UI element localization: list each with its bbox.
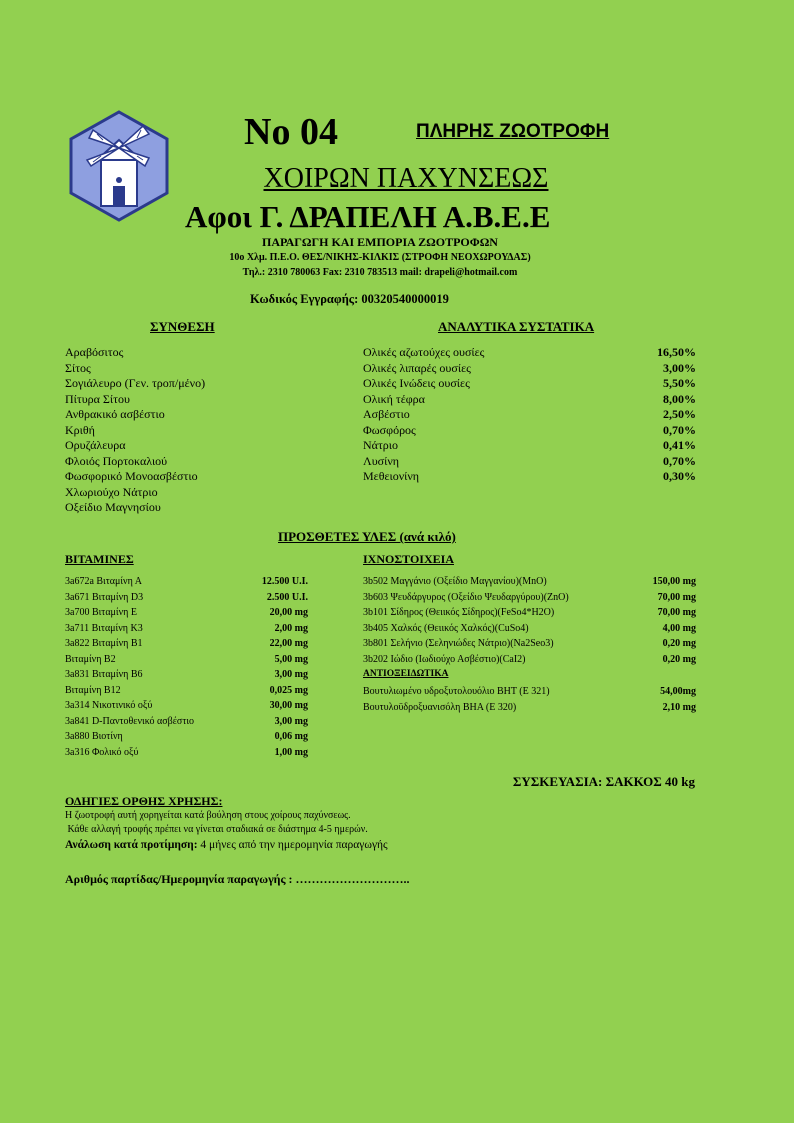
vitamin-item-value: 2,00 mg [274,622,308,634]
vitamin-item [65,698,308,714]
trace-item-name: 3b101 Σίδηρος (Θειικός Σίδηρος)(FeSo4*H2O) [363,607,555,618]
trace-item [363,605,696,621]
instructions-line-2: Κάθε αλλαγή τροφής πρέπει να γίνεται σταδιακά σε διάστημα 4-5 ημερών. [65,824,368,835]
analytical-item [363,423,696,439]
vitamin-item-value: 0,025 mg [269,684,308,696]
instructions-line-1: Η ζωοτροφή αυτή χορηγείται κατά βούληση στους χοίρους παχύνσεως. [65,810,351,821]
analytical-item [363,469,696,485]
expiry-line [65,837,388,853]
trace-item-value: 70,00 mg [657,607,696,618]
analytical-item-value: 3,00% [663,360,696,375]
additives-heading: ΠΡΟΣΘΕΤΕΣ ΥΛΕΣ (ανά κιλό) [278,529,456,544]
product-name: ΧΟΙΡΩΝ ΠΑΧΥΝΣΕΩΣ [263,163,549,194]
composition-item-name: Πίτυρα Σίτου [65,391,130,406]
expiry-text: 4 μήνες από την ημερομηνία παραγωγής [197,839,388,851]
trace-item-name: 3b202 Ιώδιο (Ιωδιούχο Ασβέστιο)(CaI2) [363,653,526,665]
vitamin-item [65,714,308,730]
analytical-item-value: 8,00% [663,391,696,406]
trace-item-name: 3b801 Σελήνιο (Σεληνιώδες Νάτριο)(Na2Seo3) [363,638,554,649]
usage-instructions [65,794,388,853]
analytical-item [363,392,696,408]
vitamin-item [65,729,308,745]
composition-item [65,376,325,392]
trace-item-value: 0,20 mg [662,638,696,649]
company-address: 10ο Χλμ. Π.Ε.Ο. ΘΕΣ/ΝΙΚΗΣ-ΚΙΛΚΙΣ (ΣΤΡΟΦΗ ΝΕΟΧΩΡΟΥΔΑΣ) [229,252,531,263]
antioxidant-item [363,700,696,716]
composition-item-name: Χλωριούχο Νάτριο [65,484,158,499]
expiry-label: Ανάλωση κατά προτίμηση: [65,839,198,851]
vitamin-item-name: Βιταμίνη Β12 [65,684,121,696]
analytical-item-value: 5,50% [663,376,696,390]
vitamin-item-name: 3a672a Βιταμίνη Α [65,576,142,587]
antioxidant-item [363,684,696,700]
analytical-item [363,438,696,454]
trace-item-value: 0,20 mg [662,653,696,665]
trace-item-name: 3b405 Χαλκός (Θειικός Χαλκός)(CuSo4) [363,622,529,634]
vitamins-list [65,574,308,760]
trace-item-name: 3b502 Μαγγάνιο (Οξείδιο Μαγγανίου)(MnO) [363,576,547,587]
vitamin-item-value: 5,00 mg [274,653,308,665]
vitamin-item [65,621,308,637]
analytical-heading: ΑΝΑΛΥΤΙΚΑ ΣΥΣΤΑΤΙΚΑ [438,319,595,334]
analytical-item [363,345,696,361]
composition-item-name: Ορυζάλευρα [65,438,126,452]
vitamin-item-value: 22,00 mg [269,638,308,649]
composition-item [65,345,325,361]
trace-item-value: 150,00 mg [652,576,696,587]
company-contact: Τηλ.: 2310 780063 Fax: 2310 783513 mail: drapeli@hotmail.com [242,267,518,278]
vitamin-item [65,683,308,699]
analytical-item-value: 0,70% [663,422,696,437]
analytical-item [363,376,696,392]
composition-item [65,392,325,408]
vitamin-item-name: 3a314 Νικοτινικό οξύ [65,700,153,711]
composition-item [65,500,325,516]
composition-item [65,361,325,377]
analytical-item-name: Ολική τέφρα [363,391,425,406]
antioxidant-item-name: Βουτυλιωμένο υδροξυτολουόλιο BHT (E 321) [363,686,550,697]
vitamin-item [65,652,308,668]
trace-item [363,590,696,606]
vitamin-item-name: 3a880 Βιοτίνη [65,731,123,742]
composition-item [65,485,325,501]
analytical-item-name: Μεθειονίνη [363,469,420,483]
analytical-item-value: 0,30% [663,469,696,483]
analytical-item [363,454,696,470]
composition-item [65,469,325,485]
vitamin-item-name: Βιταμίνη Β2 [65,653,116,665]
analytical-item-name: Ολικές αζωτούχες ουσίες [363,345,485,359]
analytical-item-value: 16,50% [657,345,696,359]
analytical-item-name: Νάτριο [363,438,398,452]
analytical-item-value: 0,41% [663,438,696,452]
analytical-item-name: Ολικές Ινώδεις ουσίες [363,376,470,390]
analytical-item-name: Ασβέστιο [363,407,410,421]
vitamin-item [65,590,308,606]
vitamin-item-value: 1,00 mg [274,746,308,758]
registration-code: Κωδικός Εγγραφής: 00320540000019 [250,292,449,306]
composition-item-name: Φωσφορικό Μονοασβέστιο [65,469,198,483]
composition-heading: ΣΥΝΘΕΣΗ [150,319,215,334]
composition-item-name: Κριθή [65,422,95,437]
vitamin-item-name: 3a671 Βιταμίνη D3 [65,591,144,603]
vitamin-item-value: 2.500 U.I. [266,591,308,603]
vitamin-item [65,605,308,621]
company-activity: ΠΑΡΑΓΩΓΗ ΚΑΙ ΕΜΠΟΡΙΑ ΖΩΟΤΡΟΦΩΝ [262,235,498,249]
antioxidant-item-value: 54,00mg [660,686,696,697]
vitamin-item-value: 3,00 mg [274,715,308,727]
antioxidants-heading: ΑΝΤΙΟΞΕΙΔΩΤΙΚΑ [363,669,449,679]
composition-item [65,423,325,439]
vitamin-item-value: 30,00 mg [269,700,308,711]
trace-heading: ΙΧΝΟΣΤΟΙΧΕΙΑ [363,552,454,566]
composition-item [65,438,325,454]
composition-item [65,454,325,470]
composition-item-name: Οξείδιο Μαγνησίου [65,500,161,514]
trace-item-name: 3b603 Ψευδάργυρος (Οξείδιο Ψευδαργύρου)(ZnO) [363,591,569,603]
vitamin-item-name: 3a841 D-Παντοθενικό ασβέστιο [65,715,195,727]
composition-list [65,345,325,516]
analytical-item-name: Φωσφόρος [363,422,416,437]
trace-item-value: 4,00 mg [662,622,696,634]
vitamin-item [65,745,308,761]
trace-item [363,574,696,590]
composition-item [65,407,325,423]
instructions-heading: ΟΔΗΓΙΕΣ ΟΡΘΗΣ ΧΡΗΣΗΣ: [65,794,223,808]
feed-type: ΠΛΗΡΗΣ ΖΩΟΤΡΟΦΗ [416,121,610,142]
analytical-item [363,361,696,377]
vitamin-item-name: 3a831 Βιταμίνη Β6 [65,669,143,680]
analytical-item-value: 0,70% [663,453,696,468]
vitamin-item-name: 3a700 Βιταμίνη Ε [65,607,137,618]
vitamin-item-value: 3,00 mg [274,669,308,680]
vitamin-item [65,667,308,683]
product-number: No 04 [244,111,338,153]
analytical-item-name: Ολικές λιπαρές ουσίες [363,360,471,375]
composition-item-name: Σογιάλευρο (Γεν. τροπ/μένο) [65,376,206,390]
vitamin-item-value: 20,00 mg [269,607,308,618]
composition-item-name: Αραβόσιτος [65,345,124,359]
vitamin-item-value: 12.500 U.I. [261,576,308,587]
trace-item-value: 70,00 mg [657,591,696,603]
vitamin-item [65,574,308,590]
vitamin-item-name: 3a316 Φολικό οξύ [65,746,139,758]
vitamin-item-name: 3a822 Βιταμίνη Β1 [65,638,143,649]
trace-list [363,574,696,667]
analytical-item-value: 2,50% [663,407,696,421]
analytical-item-name: Λυσίνη [363,453,400,468]
vitamin-item-value: 0,06 mg [274,731,308,742]
trace-item [363,636,696,652]
vitamin-item-name: 3a711 Βιταμίνη Κ3 [65,622,143,634]
analytical-item [363,407,696,423]
trace-item [363,621,696,637]
antioxidant-item-value: 2,10 mg [662,701,696,713]
antioxidant-item-name: Βουτυλοϋδροξυανισόλη BHA (E 320) [363,701,517,713]
composition-item-name: Ανθρακικό ασβέστιο [65,407,165,421]
composition-item-name: Σίτος [65,360,91,375]
trace-item [363,652,696,668]
antioxidants-list [363,684,696,715]
vitamins-heading: ΒΙΤΑΜΙΝΕΣ [65,552,134,566]
analytical-list [363,345,696,485]
composition-item-name: Φλοιός Πορτοκαλιού [65,453,168,468]
packaging-info: ΣΥΣΚΕΥΑΣΙΑ: ΣΑΚΚΟΣ 40 kg [512,774,695,789]
company-name: Αφοι Γ. ΔΡΑΠΕΛΗ Α.Β.Ε.Ε [185,199,551,234]
vitamin-item [65,636,308,652]
batch-number-line: Αριθμός παρτίδας/Ημερομηνία παραγωγής : ……………………….. [65,872,410,886]
